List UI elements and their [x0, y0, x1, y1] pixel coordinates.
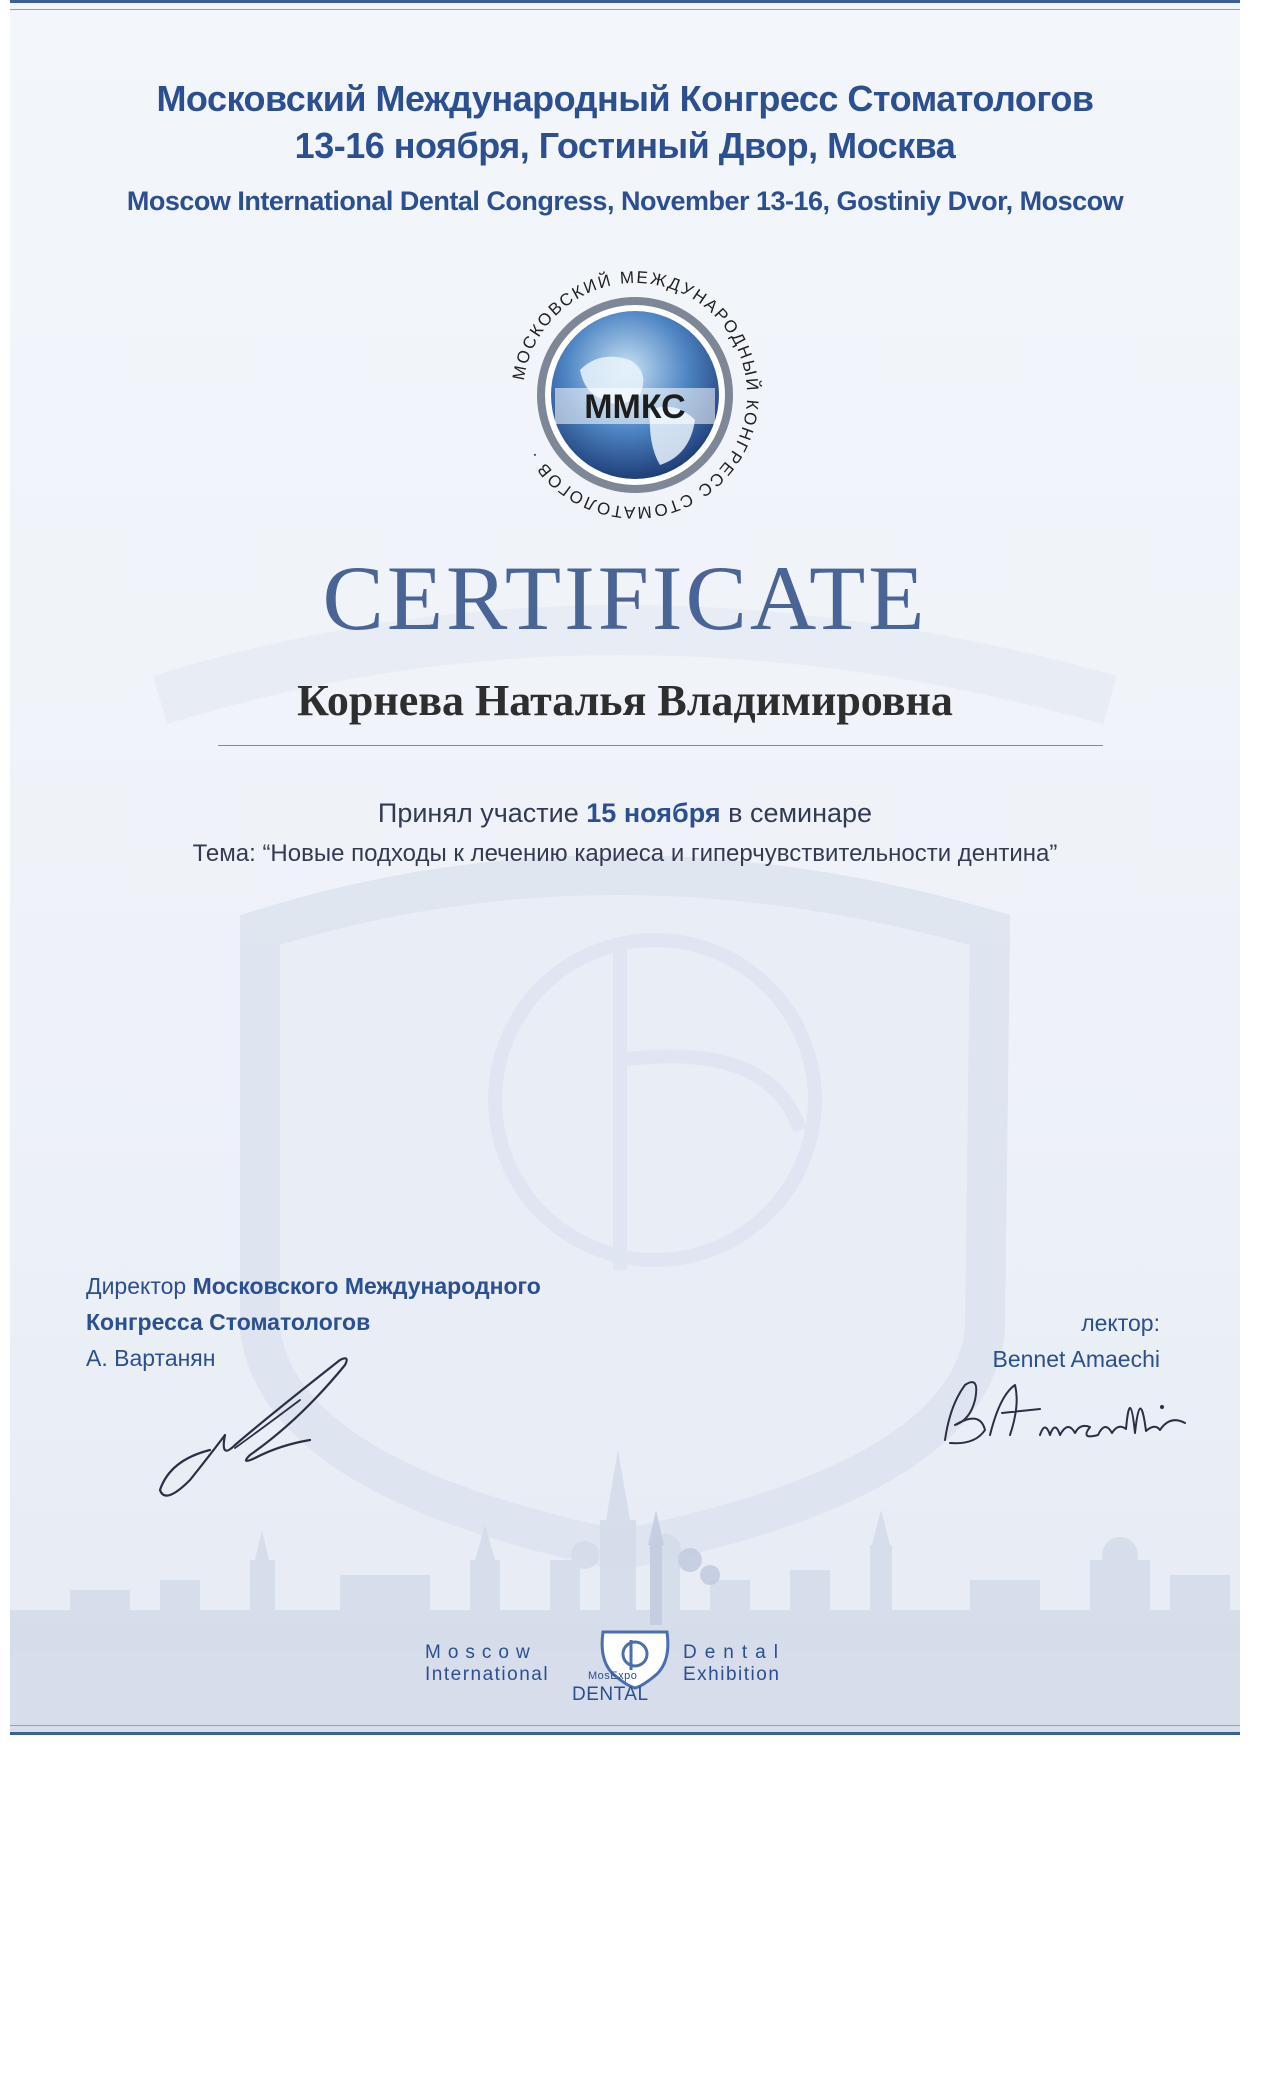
- congress-dates-ru: 13-16 ноября, Гостиный Двор, Москва: [294, 125, 956, 166]
- lecturer-name: Bennet Amaechi: [992, 1346, 1160, 1372]
- footer-mosexpo: MosExpo: [588, 1670, 638, 1682]
- footer-dental-big: DENTAL: [572, 1684, 649, 1705]
- participation-line: [10, 798, 1240, 829]
- participation-suffix: в семинаре: [728, 798, 873, 828]
- seal-center-text: ММКС: [584, 388, 686, 426]
- seal-ring-text: МОСКОВСКИЙ МЕЖДУНАРОДНЫЙ КОНГРЕСС СТОМАТОЛОГОВ ·: [508, 267, 763, 523]
- seminar-topic: Тема: “Новые подходы к лечению кариеса и гиперчувствительности дентина”: [192, 840, 1058, 867]
- certificate: [10, 0, 1240, 1735]
- congress-seal: [500, 260, 770, 530]
- footer-dental: Dental: [683, 1642, 786, 1663]
- recipient-name: Корнева Наталья Владимировна: [297, 676, 953, 725]
- lecturer-signature: [930, 1365, 1210, 1455]
- lecturer-role: лектор:: [1081, 1310, 1160, 1336]
- certificate-title: CERTIFICATE: [322, 547, 928, 649]
- footer-moscow: Moscow: [425, 1642, 537, 1663]
- director-role-org-1: Московского Международного: [192, 1273, 541, 1299]
- participation-date: 15 ноября: [586, 798, 721, 828]
- director-signature: [140, 1340, 370, 1510]
- name-underline: [218, 745, 1103, 746]
- footer-exhibition: Exhibition: [683, 1664, 781, 1685]
- congress-title-ru: Московский Международный Конгресс Стоматологов: [156, 78, 1094, 119]
- director-name: А. Вартанян: [86, 1345, 216, 1371]
- bottom-border-rule: [10, 1725, 1240, 1735]
- congress-title-en: Moscow International Dental Congress, November 13-16, Gostiniy Dvor, Moscow: [126, 186, 1124, 216]
- director-role-org-2: Конгресса Стоматологов: [86, 1309, 371, 1335]
- director-role-prefix: Директор: [86, 1273, 187, 1299]
- footer-international: International: [425, 1664, 550, 1685]
- participation-prefix: Принял участие: [377, 798, 579, 828]
